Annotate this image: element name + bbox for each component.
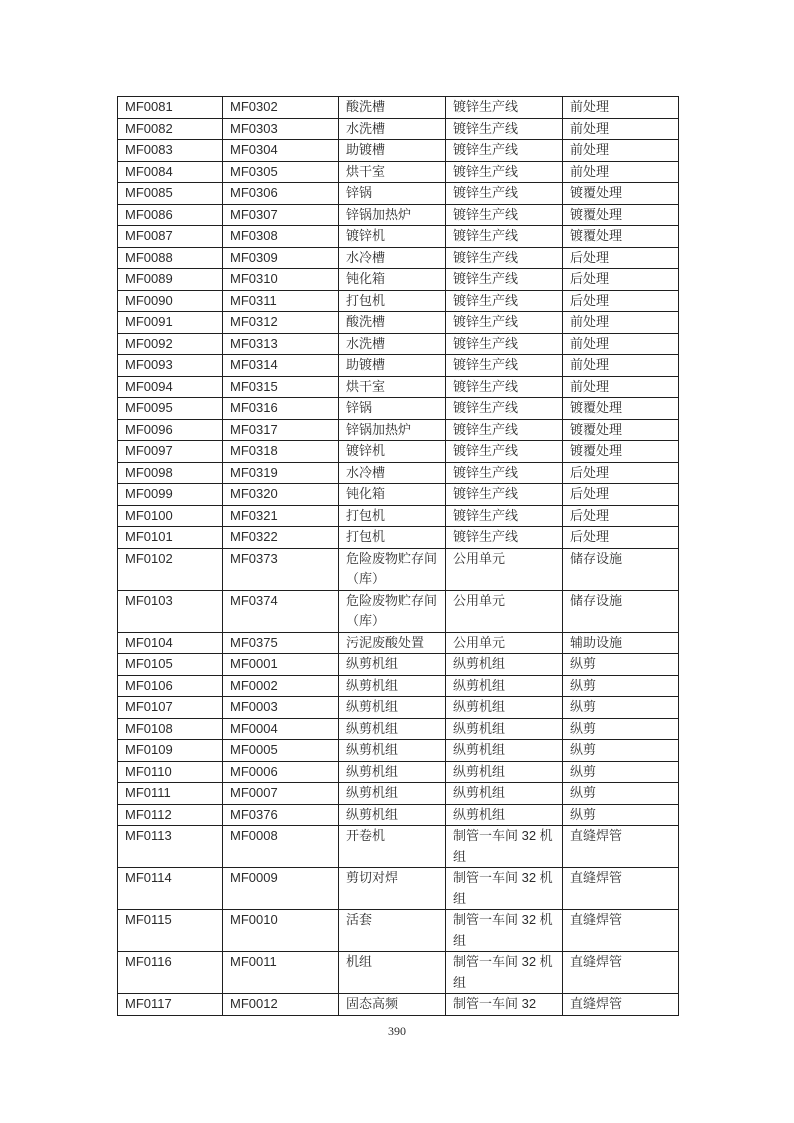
cell-facility-code: MF0087: [118, 226, 223, 248]
cell-production-unit: 制管一车间 32: [446, 994, 563, 1016]
cell-device-code: MF0007: [223, 783, 339, 805]
cell-facility-code: MF0111: [118, 783, 223, 805]
cell-production-unit: 镀锌生产线: [446, 505, 563, 527]
cell-process-stage: 纵剪: [563, 761, 679, 783]
cell-facility-code: MF0105: [118, 654, 223, 676]
cell-facility-code: MF0086: [118, 204, 223, 226]
cell-device-code: MF0005: [223, 740, 339, 762]
cell-production-unit: 纵剪机组: [446, 804, 563, 826]
table-row: [118, 161, 679, 183]
cell-device-code: MF0375: [223, 632, 339, 654]
cell-process-stage: 纵剪: [563, 718, 679, 740]
cell-device-code: MF0006: [223, 761, 339, 783]
table-row: [118, 290, 679, 312]
cell-device-name: 纵剪机组: [339, 783, 446, 805]
cell-device-code: MF0306: [223, 183, 339, 205]
cell-device-code: MF0315: [223, 376, 339, 398]
cell-facility-code: MF0113: [118, 826, 223, 868]
cell-device-code: MF0010: [223, 910, 339, 952]
cell-production-unit: 镀锌生产线: [446, 312, 563, 334]
table-row: [118, 675, 679, 697]
cell-device-name: 锌锅加热炉: [339, 419, 446, 441]
table-row: [118, 783, 679, 805]
cell-production-unit: 镀锌生产线: [446, 419, 563, 441]
cell-facility-code: MF0110: [118, 761, 223, 783]
cell-production-unit: 镀锌生产线: [446, 97, 563, 119]
cell-process-stage: 后处理: [563, 527, 679, 549]
cell-device-name: 纵剪机组: [339, 697, 446, 719]
cell-production-unit: 镀锌生产线: [446, 269, 563, 291]
cell-facility-code: MF0117: [118, 994, 223, 1016]
table-row: [118, 740, 679, 762]
cell-device-code: MF0008: [223, 826, 339, 868]
table-row: [118, 527, 679, 549]
cell-device-name: 打包机: [339, 290, 446, 312]
table-row: [118, 269, 679, 291]
cell-process-stage: 直缝焊管: [563, 826, 679, 868]
cell-device-code: MF0303: [223, 118, 339, 140]
cell-device-code: MF0004: [223, 718, 339, 740]
cell-facility-code: MF0081: [118, 97, 223, 119]
cell-device-name: 固态高频: [339, 994, 446, 1016]
cell-process-stage: 储存设施: [563, 590, 679, 632]
cell-facility-code: MF0102: [118, 548, 223, 590]
cell-device-code: MF0322: [223, 527, 339, 549]
cell-facility-code: MF0099: [118, 484, 223, 506]
cell-production-unit: 公用单元: [446, 632, 563, 654]
cell-process-stage: 前处理: [563, 97, 679, 119]
cell-device-code: MF0011: [223, 952, 339, 994]
cell-device-name: 危险废物贮存间（库）: [339, 548, 446, 590]
cell-device-name: 水冷槽: [339, 247, 446, 269]
cell-process-stage: 直缝焊管: [563, 994, 679, 1016]
cell-facility-code: MF0082: [118, 118, 223, 140]
table-row: [118, 398, 679, 420]
cell-process-stage: 后处理: [563, 290, 679, 312]
cell-facility-code: MF0107: [118, 697, 223, 719]
cell-process-stage: 前处理: [563, 161, 679, 183]
cell-device-name: 打包机: [339, 527, 446, 549]
table-row: [118, 376, 679, 398]
table-row: [118, 804, 679, 826]
cell-facility-code: MF0091: [118, 312, 223, 334]
equipment-table-body: [118, 97, 679, 1016]
table-row: [118, 952, 679, 994]
cell-production-unit: 镀锌生产线: [446, 484, 563, 506]
cell-process-stage: 前处理: [563, 140, 679, 162]
cell-facility-code: MF0106: [118, 675, 223, 697]
cell-production-unit: 制管一车间 32 机组: [446, 910, 563, 952]
cell-device-name: 水洗槽: [339, 118, 446, 140]
cell-device-name: 纵剪机组: [339, 718, 446, 740]
cell-device-name: 纵剪机组: [339, 740, 446, 762]
cell-production-unit: 镀锌生产线: [446, 333, 563, 355]
cell-production-unit: 公用单元: [446, 548, 563, 590]
table-row: [118, 994, 679, 1016]
cell-facility-code: MF0114: [118, 868, 223, 910]
table-row: [118, 247, 679, 269]
cell-device-name: 烘干室: [339, 376, 446, 398]
cell-device-code: MF0002: [223, 675, 339, 697]
cell-device-name: 纵剪机组: [339, 804, 446, 826]
cell-facility-code: MF0103: [118, 590, 223, 632]
table-row: [118, 484, 679, 506]
cell-facility-code: MF0104: [118, 632, 223, 654]
cell-process-stage: 前处理: [563, 333, 679, 355]
cell-device-name: 水洗槽: [339, 333, 446, 355]
cell-device-code: MF0320: [223, 484, 339, 506]
page-number: 390: [388, 1024, 406, 1038]
cell-facility-code: MF0093: [118, 355, 223, 377]
cell-device-name: 酸洗槽: [339, 97, 446, 119]
cell-process-stage: 后处理: [563, 505, 679, 527]
cell-device-code: MF0001: [223, 654, 339, 676]
cell-device-name: 钝化箱: [339, 269, 446, 291]
table-row: [118, 333, 679, 355]
cell-facility-code: MF0109: [118, 740, 223, 762]
cell-device-code: MF0319: [223, 462, 339, 484]
cell-device-code: MF0003: [223, 697, 339, 719]
cell-process-stage: 后处理: [563, 247, 679, 269]
cell-production-unit: 镀锌生产线: [446, 226, 563, 248]
cell-device-code: MF0318: [223, 441, 339, 463]
cell-device-name: 锌锅加热炉: [339, 204, 446, 226]
cell-device-code: MF0309: [223, 247, 339, 269]
cell-device-code: MF0311: [223, 290, 339, 312]
cell-production-unit: 镀锌生产线: [446, 355, 563, 377]
cell-production-unit: 纵剪机组: [446, 783, 563, 805]
cell-device-name: 酸洗槽: [339, 312, 446, 334]
cell-device-code: MF0373: [223, 548, 339, 590]
cell-device-name: 锌锅: [339, 183, 446, 205]
cell-device-code: MF0009: [223, 868, 339, 910]
cell-production-unit: 镀锌生产线: [446, 462, 563, 484]
table-row: [118, 183, 679, 205]
cell-device-code: MF0314: [223, 355, 339, 377]
cell-process-stage: 直缝焊管: [563, 910, 679, 952]
cell-production-unit: 镀锌生产线: [446, 183, 563, 205]
table-row: [118, 204, 679, 226]
cell-device-name: 水冷槽: [339, 462, 446, 484]
cell-device-code: MF0307: [223, 204, 339, 226]
cell-device-name: 打包机: [339, 505, 446, 527]
table-row: [118, 718, 679, 740]
cell-device-code: MF0308: [223, 226, 339, 248]
equipment-table: [117, 96, 679, 1016]
cell-device-code: MF0313: [223, 333, 339, 355]
cell-device-name: 钝化箱: [339, 484, 446, 506]
table-row: [118, 761, 679, 783]
cell-production-unit: 镀锌生产线: [446, 527, 563, 549]
table-row: [118, 826, 679, 868]
cell-process-stage: 镀覆处理: [563, 226, 679, 248]
cell-production-unit: 纵剪机组: [446, 675, 563, 697]
cell-production-unit: 镀锌生产线: [446, 376, 563, 398]
cell-device-name: 活套: [339, 910, 446, 952]
cell-device-name: 污泥废酸处置: [339, 632, 446, 654]
table-row: [118, 548, 679, 590]
cell-production-unit: 镀锌生产线: [446, 161, 563, 183]
cell-process-stage: 前处理: [563, 312, 679, 334]
cell-device-code: MF0317: [223, 419, 339, 441]
cell-process-stage: 后处理: [563, 269, 679, 291]
cell-device-name: 镀锌机: [339, 226, 446, 248]
table-row: [118, 654, 679, 676]
cell-device-code: MF0312: [223, 312, 339, 334]
table-row: [118, 910, 679, 952]
cell-production-unit: 纵剪机组: [446, 697, 563, 719]
table-row: [118, 697, 679, 719]
cell-process-stage: 镀覆处理: [563, 204, 679, 226]
cell-device-name: 镀锌机: [339, 441, 446, 463]
cell-device-name: 助镀槽: [339, 140, 446, 162]
cell-production-unit: 公用单元: [446, 590, 563, 632]
table-row: [118, 590, 679, 632]
cell-device-code: MF0304: [223, 140, 339, 162]
cell-process-stage: 镀覆处理: [563, 419, 679, 441]
cell-facility-code: MF0097: [118, 441, 223, 463]
table-row: [118, 419, 679, 441]
cell-process-stage: 镀覆处理: [563, 441, 679, 463]
cell-facility-code: MF0108: [118, 718, 223, 740]
cell-device-name: 助镀槽: [339, 355, 446, 377]
cell-production-unit: 镀锌生产线: [446, 140, 563, 162]
cell-process-stage: 纵剪: [563, 654, 679, 676]
cell-process-stage: 直缝焊管: [563, 952, 679, 994]
table-row: [118, 312, 679, 334]
cell-facility-code: MF0089: [118, 269, 223, 291]
cell-facility-code: MF0096: [118, 419, 223, 441]
cell-facility-code: MF0101: [118, 527, 223, 549]
cell-production-unit: 镀锌生产线: [446, 247, 563, 269]
cell-production-unit: 纵剪机组: [446, 761, 563, 783]
cell-facility-code: MF0088: [118, 247, 223, 269]
cell-process-stage: 纵剪: [563, 783, 679, 805]
cell-process-stage: 后处理: [563, 484, 679, 506]
cell-facility-code: MF0100: [118, 505, 223, 527]
cell-facility-code: MF0095: [118, 398, 223, 420]
cell-device-code: MF0316: [223, 398, 339, 420]
cell-process-stage: 纵剪: [563, 675, 679, 697]
cell-facility-code: MF0112: [118, 804, 223, 826]
cell-process-stage: 纵剪: [563, 804, 679, 826]
cell-device-name: 纵剪机组: [339, 654, 446, 676]
table-row: [118, 441, 679, 463]
cell-production-unit: 纵剪机组: [446, 740, 563, 762]
cell-device-name: 锌锅: [339, 398, 446, 420]
cell-device-name: 机组: [339, 952, 446, 994]
cell-facility-code: MF0092: [118, 333, 223, 355]
cell-device-code: MF0302: [223, 97, 339, 119]
cell-facility-code: MF0084: [118, 161, 223, 183]
table-row: [118, 118, 679, 140]
cell-production-unit: 镀锌生产线: [446, 398, 563, 420]
cell-device-name: 纵剪机组: [339, 675, 446, 697]
cell-facility-code: MF0094: [118, 376, 223, 398]
cell-production-unit: 镀锌生产线: [446, 441, 563, 463]
cell-process-stage: 纵剪: [563, 740, 679, 762]
cell-production-unit: 制管一车间 32 机组: [446, 868, 563, 910]
table-row: [118, 97, 679, 119]
table-row: [118, 632, 679, 654]
cell-facility-code: MF0115: [118, 910, 223, 952]
table-row: [118, 505, 679, 527]
cell-production-unit: 纵剪机组: [446, 654, 563, 676]
cell-production-unit: 制管一车间 32 机组: [446, 826, 563, 868]
cell-device-name: 烘干室: [339, 161, 446, 183]
cell-device-code: MF0310: [223, 269, 339, 291]
cell-process-stage: 前处理: [563, 118, 679, 140]
cell-production-unit: 制管一车间 32 机组: [446, 952, 563, 994]
cell-device-name: 开卷机: [339, 826, 446, 868]
cell-device-code: MF0376: [223, 804, 339, 826]
cell-process-stage: 储存设施: [563, 548, 679, 590]
cell-production-unit: 镀锌生产线: [446, 118, 563, 140]
table-row: [118, 868, 679, 910]
cell-production-unit: 纵剪机组: [446, 718, 563, 740]
cell-production-unit: 镀锌生产线: [446, 290, 563, 312]
cell-facility-code: MF0083: [118, 140, 223, 162]
cell-device-name: 危险废物贮存间（库）: [339, 590, 446, 632]
cell-process-stage: 镀覆处理: [563, 398, 679, 420]
cell-device-code: MF0012: [223, 994, 339, 1016]
table-row: [118, 140, 679, 162]
cell-process-stage: 纵剪: [563, 697, 679, 719]
cell-device-code: MF0374: [223, 590, 339, 632]
cell-process-stage: 前处理: [563, 376, 679, 398]
cell-facility-code: MF0116: [118, 952, 223, 994]
table-row: [118, 226, 679, 248]
cell-device-name: 剪切对焊: [339, 868, 446, 910]
cell-device-name: 纵剪机组: [339, 761, 446, 783]
cell-facility-code: MF0098: [118, 462, 223, 484]
cell-process-stage: 镀覆处理: [563, 183, 679, 205]
cell-process-stage: 辅助设施: [563, 632, 679, 654]
cell-device-code: MF0305: [223, 161, 339, 183]
cell-process-stage: 后处理: [563, 462, 679, 484]
table-row: [118, 462, 679, 484]
cell-process-stage: 直缝焊管: [563, 868, 679, 910]
cell-process-stage: 前处理: [563, 355, 679, 377]
cell-facility-code: MF0085: [118, 183, 223, 205]
table-row: [118, 355, 679, 377]
cell-production-unit: 镀锌生产线: [446, 204, 563, 226]
cell-facility-code: MF0090: [118, 290, 223, 312]
cell-device-code: MF0321: [223, 505, 339, 527]
